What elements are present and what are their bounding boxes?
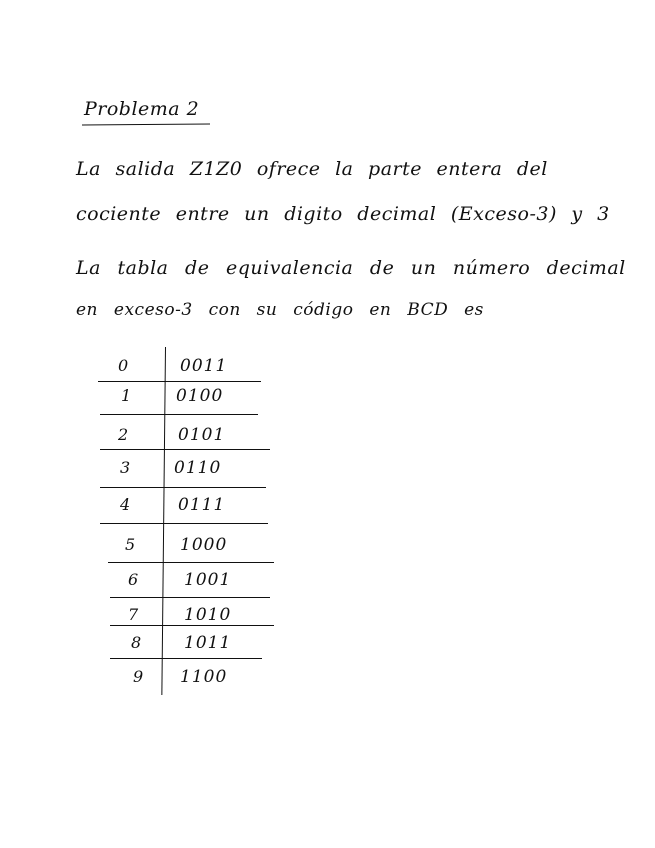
title-underline	[82, 123, 210, 125]
decimal-digit: 3	[120, 458, 131, 477]
row-separator	[100, 487, 266, 488]
decimal-digit: 1	[121, 386, 132, 405]
excess3-code: 1011	[184, 633, 232, 653]
row-separator	[110, 625, 274, 626]
row-separator	[100, 414, 258, 415]
excess3-code: 1001	[184, 570, 232, 590]
table-vertical-divider	[161, 347, 166, 695]
paragraph1-line1: La salida Z1Z0 ofrece la parte entera del	[76, 158, 548, 180]
paragraph2-line2: en exceso-3 con su código en BCD es	[76, 300, 484, 320]
excess3-code: 1010	[184, 605, 232, 625]
excess3-code: 0110	[174, 458, 222, 478]
row-separator	[98, 381, 261, 382]
decimal-digit: 8	[131, 633, 142, 652]
decimal-digit: 5	[125, 535, 136, 554]
paragraph1-line2: cociente entre un digito decimal (Exceso-3) y 3	[76, 203, 610, 225]
row-separator	[100, 449, 270, 450]
row-separator	[110, 658, 262, 659]
decimal-digit: 0	[118, 356, 129, 375]
row-separator	[108, 562, 274, 563]
decimal-digit: 7	[128, 605, 139, 624]
excess3-code: 1100	[180, 667, 228, 687]
excess3-code: 0011	[180, 356, 228, 376]
decimal-digit: 2	[118, 425, 129, 444]
paragraph2-line1: La tabla de equivalencia de un número decimal	[76, 257, 626, 279]
row-separator	[110, 597, 270, 598]
excess3-code: 0111	[178, 495, 226, 515]
row-separator	[100, 523, 268, 524]
excess3-code: 0100	[176, 386, 224, 406]
decimal-digit: 4	[120, 495, 131, 514]
excess3-code: 1000	[180, 535, 228, 555]
problem-title: Problema 2	[84, 98, 200, 120]
decimal-digit: 6	[128, 570, 139, 589]
decimal-digit: 9	[133, 667, 144, 686]
excess3-code: 0101	[178, 425, 226, 445]
